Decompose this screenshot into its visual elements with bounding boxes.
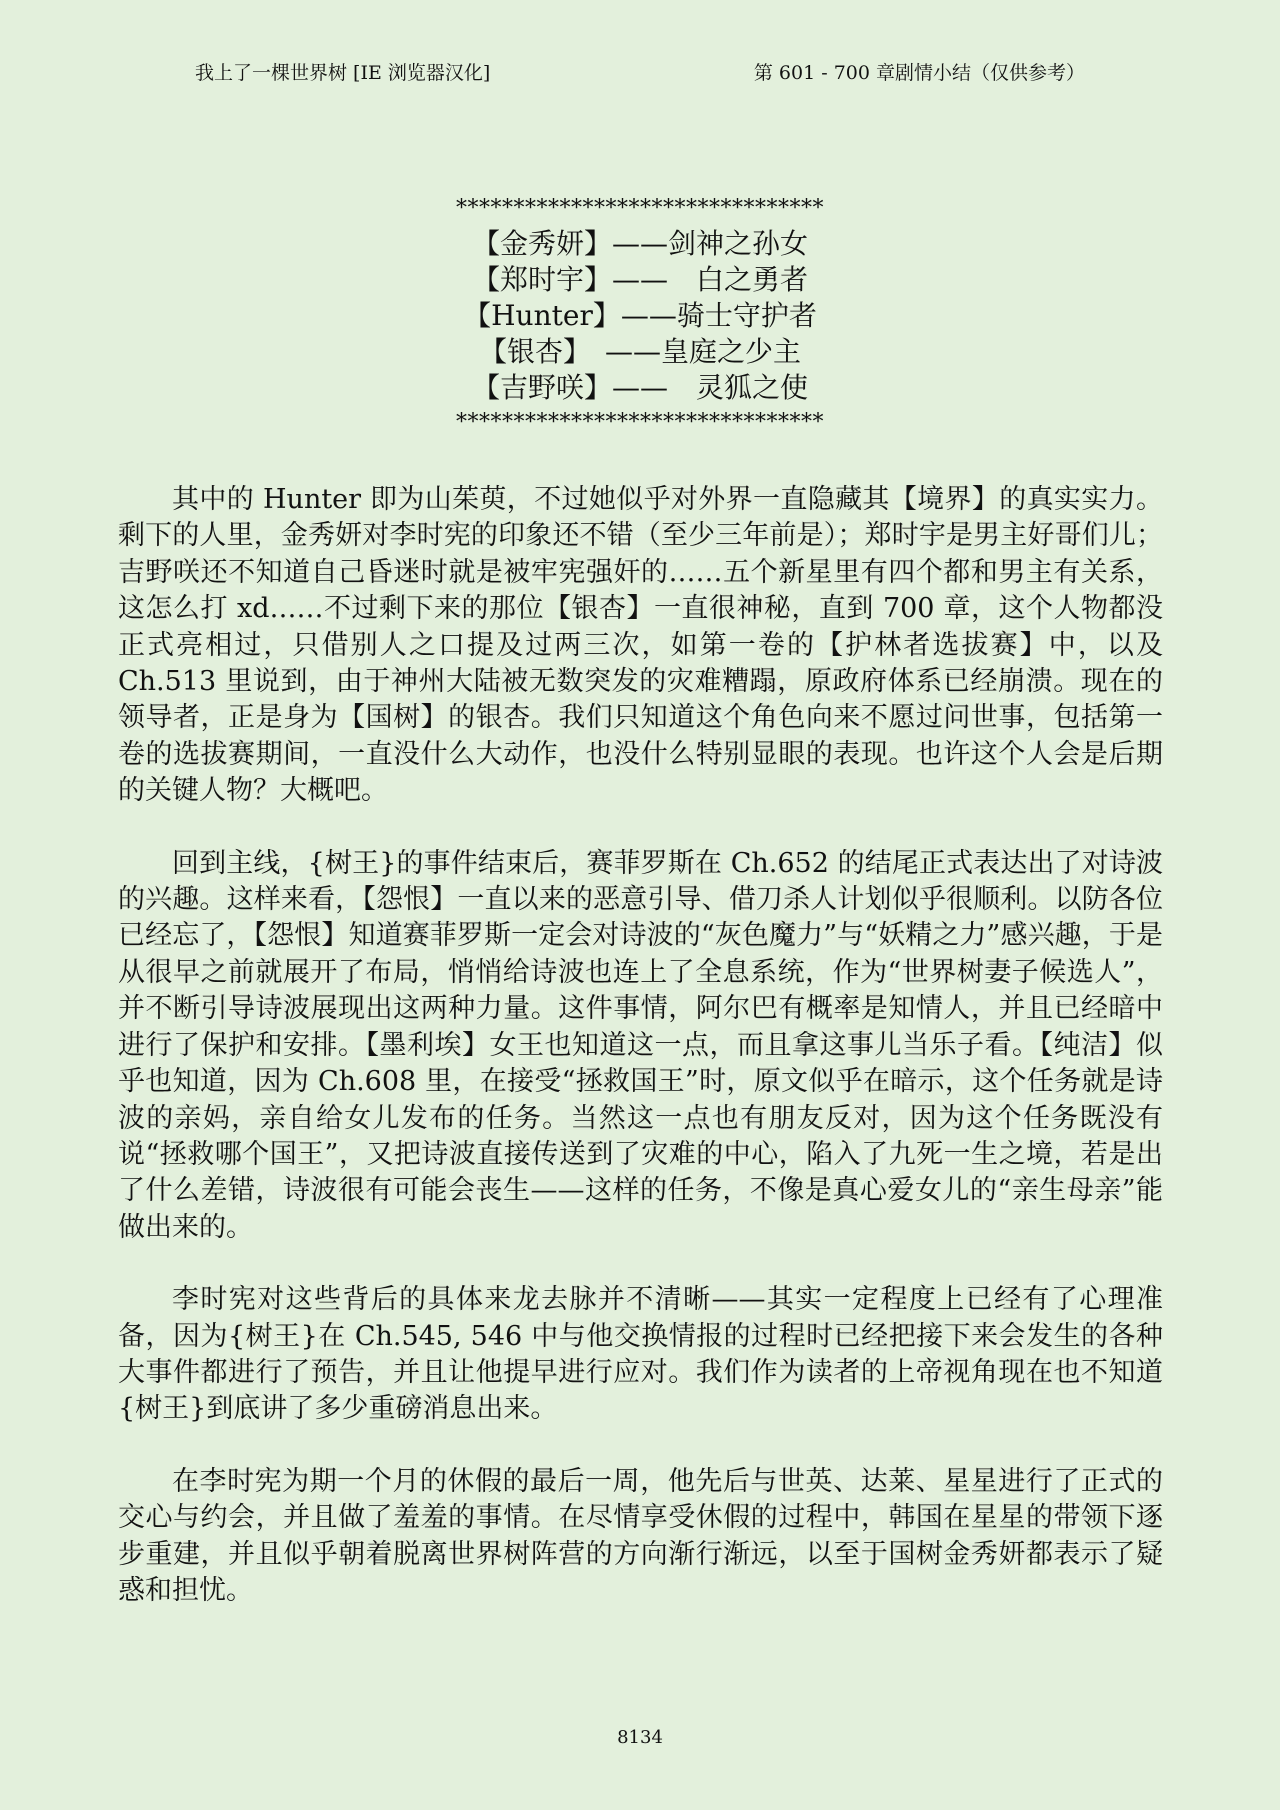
header-chapter-range: 第 601 - 700 章剧情小结（仅供参考） (753, 62, 1085, 84)
stars-divider-top: ******************************** (456, 196, 824, 221)
role-line: 【金秀妍】——剑神之孙女 (471, 227, 808, 260)
role-line: 【郑时宇】—— 白之勇者 (471, 263, 808, 296)
role-line: 【吉野咲】—— 灵狐之使 (471, 371, 808, 404)
role-line: 【Hunter】——骑士守护者 (463, 299, 817, 332)
stars-divider-bottom: ******************************** (456, 410, 824, 435)
paragraph: 在李时宪为期一个月的休假的最后一周，他先后与世英、达莱、星星进行了正式的交心与约会，并且做了羞羞的事情。在尽情享受休假的过程中，韩国在星星的带领下逐步重建，并且似乎朝着脱离世界树阵营的方向渐行渐远，以至于国树金秀妍都表示了疑惑和担忧。 (118, 1465, 1163, 1606)
body-text (118, 482, 1163, 1645)
page-header (195, 58, 1085, 88)
page-number: 8134 (617, 1727, 663, 1748)
paragraph: 回到主线，{树王}的事件结束后，赛菲罗斯在 Ch.652 的结尾正式表达出了对诗波的兴趣。这样来看，【怨恨】一直以来的恶意引导、借刀杀人计划似乎很顺利。以防各位已经忘了，【怨恨】知道赛菲罗斯一定会对诗波的“灰色魔力”与“妖精之力”感兴趣，于是从很早之前就展开了布局，悄悄给诗波也连上了全息系统，作为“世界树妻子候选人”，并不断引导诗波展现出这两种力量。这件事情，阿尔巴有概率是知情人，并且已经暗中进行了保护和安排。【墨利埃】女王也知道这一点，而且拿这事儿当乐子看。【纯洁】似乎也知道，因为 Ch.608 里，在接受“拯救国王”时，原文似乎在暗示，这个任务就是诗波的亲妈，亲自给女儿发布的任务。当然这一点也有朋友反对，因为这个任务既没有说“拯救哪个国王”，又把诗波直接传送到了灾难的中心，陷入了九死一生之境，若是出了什么差错，诗波很有可能会丧生——这样的任务，不像是真心爱女儿的“亲生母亲”能做出来的。 (118, 847, 1163, 1243)
paragraph: 其中的 Hunter 即为山茱萸，不过她似乎对外界一直隐藏其【境界】的真实实力。剩下的人里，金秀妍对李时宪的印象还不错（至少三年前是）；郑时宇是男主好哥们儿；吉野咲还不知道自己昏迷时就是被牢宪强奸的……五个新星里有四个都和男主有关系，这怎么打 xd……不过剩下来的那位【银杏】一直很神秘，直到 700 章，这个人物都没正式亮相过，只借别人之口提及过两三次，如第一卷的【护林者选拔赛】中，以及 Ch.513 里说到，由于神州大陆被无数突发的灾难糟蹋，原政府体系已经崩溃。现在的领导者，正是身为【国树】的银杏。我们只知道这个角色向来不愿过问世事，包括第一卷的选拔赛期间，一直没什么大动作，也没什么特别显眼的表现。也许这个人会是后期的关键人物？大概吧。 (118, 484, 1163, 807)
character-title-block (0, 192, 1280, 440)
role-line: 【银杏】 ——皇庭之少主 (478, 335, 801, 368)
header-book-title: 我上了一棵世界树 [IE 浏览器汉化] (195, 62, 491, 84)
paragraph: 李时宪对这些背后的具体来龙去脉并不清晰——其实一定程度上已经有了心理准备，因为{树王}在 Ch.545, 546 中与他交换情报的过程时已经把接下来会发生的各种大事件都进行了预告，并且让他提早进行应对。我们作为读者的上帝视角现在也不知道{树王}到底讲了多少重磅消息出来。 (118, 1284, 1163, 1425)
